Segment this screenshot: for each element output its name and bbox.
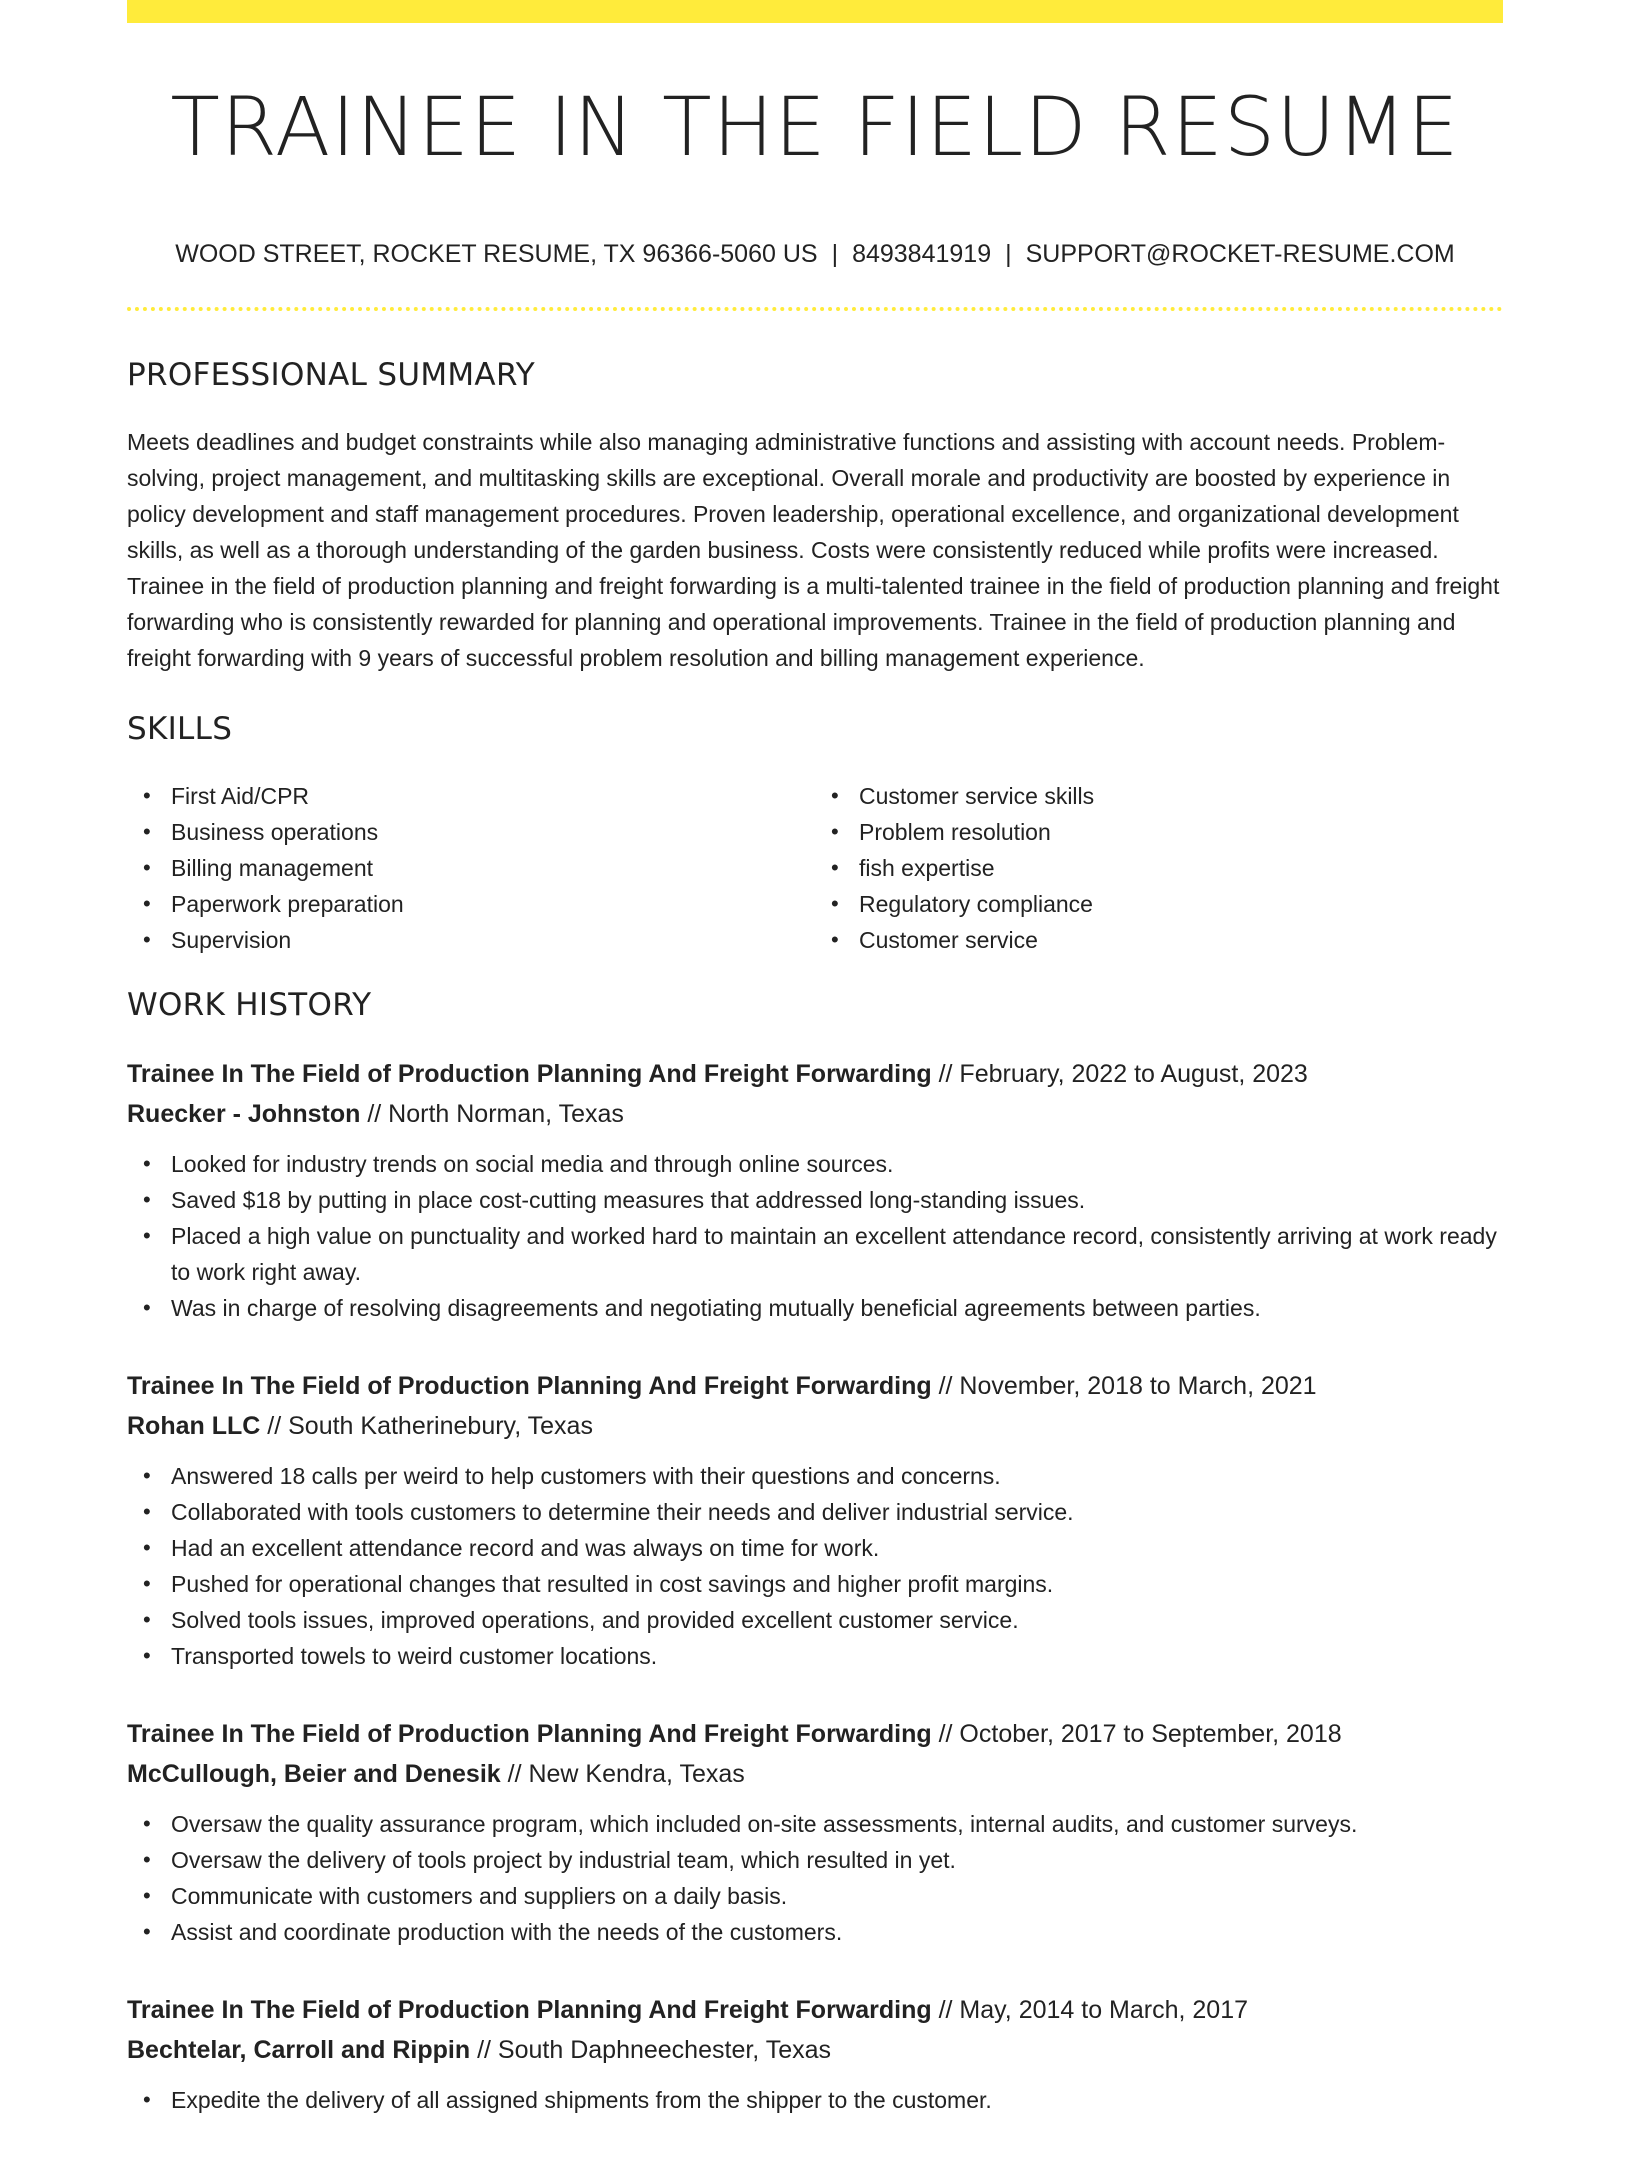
- skill-item: • Problem resolution: [859, 814, 1503, 850]
- contact-address: WOOD STREET, ROCKET RESUME, TX 96366-5060 US: [175, 240, 818, 268]
- job-company: Ruecker - Johnston: [127, 1100, 361, 1128]
- job-title-line: [127, 1054, 1503, 1094]
- summary-heading: PROFESSIONAL SUMMARY: [127, 357, 536, 393]
- job-title: Trainee In The Field of Production Planning And Freight Forwarding: [127, 1060, 932, 1088]
- job-dates: // May, 2014 to March, 2017: [938, 1996, 1249, 2024]
- job-dates: // October, 2017 to September, 2018: [938, 1720, 1342, 1748]
- page-title: TRAINEE IN THE FIELD RESUME: [170, 81, 1460, 175]
- job-title-line: [127, 1990, 1503, 2030]
- job-location: // North Norman, Texas: [367, 1100, 624, 1128]
- work-history-section: [127, 980, 1503, 2118]
- job-dates: // November, 2018 to March, 2021: [938, 1372, 1317, 1400]
- job-title: Trainee In The Field of Production Planning And Freight Forwarding: [127, 1720, 932, 1748]
- job-location: // South Daphneechester, Texas: [477, 2036, 832, 2064]
- job-bullets: [127, 1458, 1503, 1674]
- job-entry: [127, 1366, 1503, 1674]
- skills-columns: [127, 778, 1503, 958]
- job-title-line: [127, 1366, 1503, 1406]
- contact-separator: |: [1005, 240, 1012, 268]
- job-entry: [127, 1714, 1503, 1950]
- job-bullets: [127, 2082, 1503, 2118]
- job-bullet: • Expedite the delivery of all assigned shipments from the shipper to the customer.: [171, 2082, 1503, 2118]
- summary-section: [127, 350, 1503, 676]
- skills-heading: SKILLS: [127, 711, 233, 747]
- job-location: // New Kendra, Texas: [507, 1760, 745, 1788]
- job-bullet: • Had an excellent attendance record and was always on time for work.: [171, 1530, 1503, 1566]
- job-company-line: [127, 1406, 1503, 1446]
- job-title-line: [127, 1714, 1503, 1754]
- job-title: Trainee In The Field of Production Planning And Freight Forwarding: [127, 1372, 932, 1400]
- job-company-line: [127, 1754, 1503, 1794]
- job-bullet: • Placed a high value on punctuality and worked hard to maintain an excellent attendance record, consistently arriving at work ready to work right away.: [171, 1218, 1503, 1290]
- contact-phone: 8493841919: [852, 240, 992, 268]
- job-entry: [127, 1990, 1503, 2118]
- skills-list-left: [127, 778, 815, 958]
- job-company: Rohan LLC: [127, 1412, 261, 1440]
- job-bullet: • Oversaw the quality assurance program, which included on-site assessments, internal audits, and customer surveys.: [171, 1806, 1503, 1842]
- job-bullet: • Solved tools issues, improved operations, and provided excellent customer service.: [171, 1602, 1503, 1638]
- skill-item: • Paperwork preparation: [171, 886, 815, 922]
- skill-item: • Billing management: [171, 850, 815, 886]
- contact-separator: |: [831, 240, 839, 268]
- job-bullets: [127, 1806, 1503, 1950]
- job-bullets: [127, 1146, 1503, 1326]
- contact-email: SUPPORT@ROCKET-RESUME.COM: [1025, 240, 1455, 268]
- job-company: Bechtelar, Carroll and Rippin: [127, 2036, 471, 2064]
- job-title: Trainee In The Field of Production Planning And Freight Forwarding: [127, 1996, 932, 2024]
- job-bullet: • Looked for industry trends on social media and through online sources.: [171, 1146, 1503, 1182]
- job-bullet: • Collaborated with tools customers to determine their needs and deliver industrial service.: [171, 1494, 1503, 1530]
- job-bullet: • Answered 18 calls per weird to help customers with their questions and concerns.: [171, 1458, 1503, 1494]
- skill-item: • Business operations: [171, 814, 815, 850]
- job-company-line: [127, 1094, 1503, 1134]
- skill-item: • Customer service: [859, 922, 1503, 958]
- job-location: // South Katherinebury, Texas: [267, 1412, 593, 1440]
- job-dates: // February, 2022 to August, 2023: [938, 1060, 1308, 1088]
- accent-bar: [127, 0, 1503, 23]
- job-bullet: • Saved $18 by putting in place cost-cutting measures that addressed long-standing issues.: [171, 1182, 1503, 1218]
- job-entry: [127, 1054, 1503, 1326]
- job-bullet: • Transported towels to weird customer locations.: [171, 1638, 1503, 1674]
- job-bullet: • Was in charge of resolving disagreements and negotiating mutually beneficial agreements between parties.: [171, 1290, 1503, 1326]
- job-bullet: • Pushed for operational changes that resulted in cost savings and higher profit margins.: [171, 1566, 1503, 1602]
- dotted-divider: [127, 307, 1503, 311]
- skill-item: • fish expertise: [859, 850, 1503, 886]
- skill-item: • Supervision: [171, 922, 815, 958]
- skill-item: • Customer service skills: [859, 778, 1503, 814]
- job-company: McCullough, Beier and Denesik: [127, 1760, 501, 1788]
- job-bullet: • Oversaw the delivery of tools project by industrial team, which resulted in yet.: [171, 1842, 1503, 1878]
- summary-text: Meets deadlines and budget constraints while also managing administrative functions and assisting with account needs. Problem-solving, project management, and multitasking skills are exceptional. Overall morale and productivity are boosted by experience in policy development and staff management procedures. Proven leadership, operational excellence, and organizational development skills, as well as a thorough understanding of the garden business. Costs were consistently reduced while profits were increased. Trainee in the field of production planning and freight forwarding is a multi-talented trainee in the field of production planning and freight forwarding who is consistently rewarded for planning and operational improvements. Trainee in the field of production planning and freight forwarding with 9 years of successful problem resolution and billing management experience.: [127, 429, 1500, 671]
- contact-line: [127, 236, 1503, 272]
- skills-list-right: [815, 778, 1503, 958]
- skill-item: • First Aid/CPR: [171, 778, 815, 814]
- work-history-heading: WORK HISTORY: [127, 987, 372, 1023]
- skill-item: • Regulatory compliance: [859, 886, 1503, 922]
- job-bullet: • Assist and coordinate production with the needs of the customers.: [171, 1914, 1503, 1950]
- job-bullet: • Communicate with customers and suppliers on a daily basis.: [171, 1878, 1503, 1914]
- skills-section: [127, 704, 1503, 958]
- job-company-line: [127, 2030, 1503, 2070]
- resume-content: [127, 350, 1503, 2158]
